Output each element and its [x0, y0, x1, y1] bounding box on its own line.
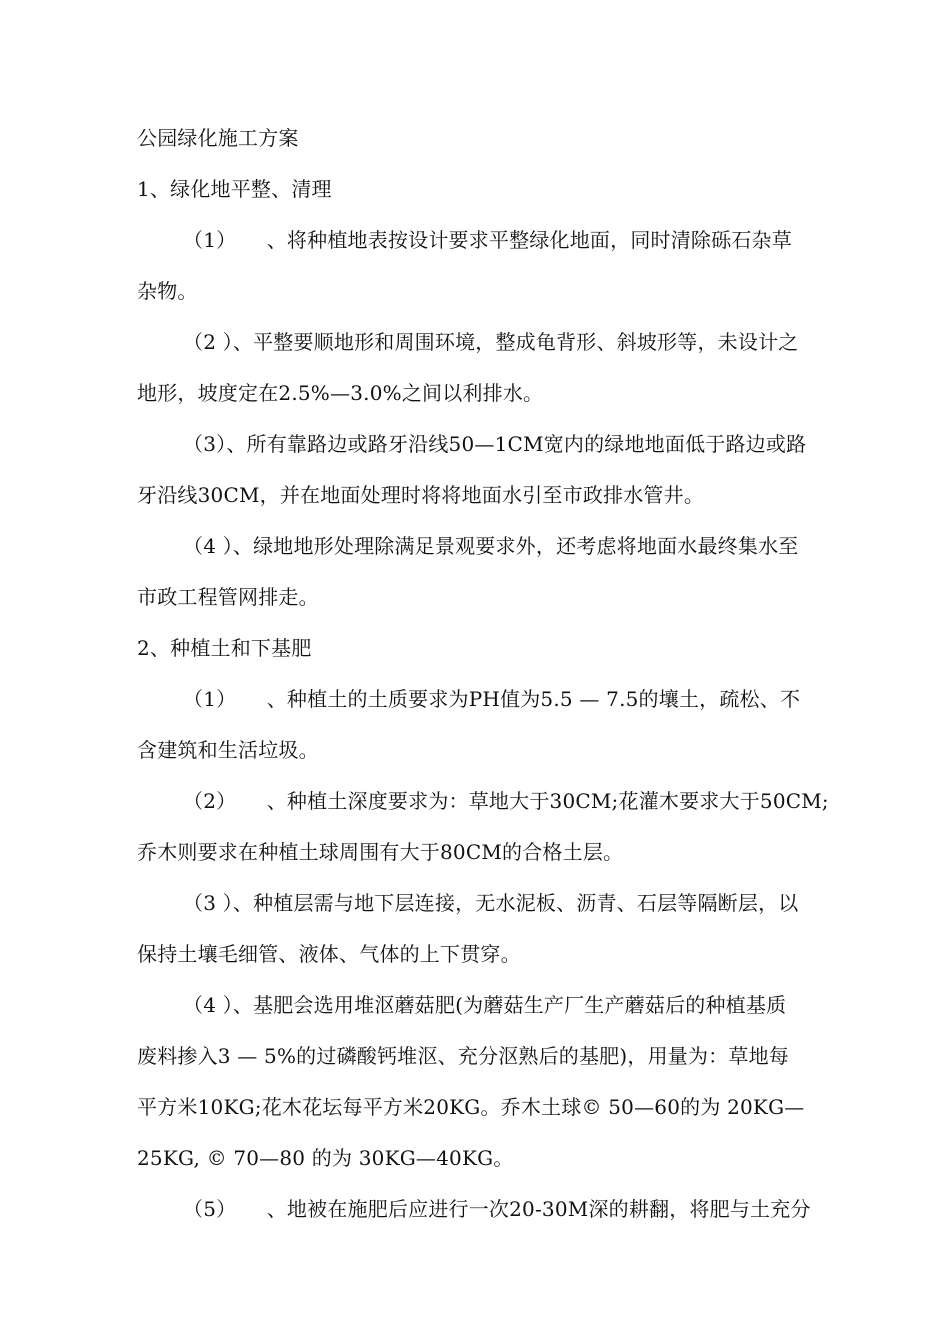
- document-title: 公园绿化施工方案: [137, 126, 299, 150]
- paragraph-line: 废料掺入3 — 5%的过磷酸钙堆沤、充分沤熟后的基肥)，用量为：草地每: [137, 1044, 789, 1068]
- paragraph: [137, 781, 827, 883]
- paragraph: [137, 526, 827, 628]
- paragraph-line: 保持土壤毛细管、液体、气体的上下贯穿。: [137, 942, 521, 966]
- section-heading: 2、种植土和下基肥: [137, 636, 312, 660]
- paragraph-line: （4 ）、基肥会选用堆沤蘑菇肥(为蘑菇生产厂生产蘑菇后的种植基质: [183, 993, 787, 1017]
- paragraph-line: （3）、所有靠路边或路牙沿线50—1CM宽内的绿地地面低于路边或路: [183, 432, 807, 456]
- paragraph-line: （3 ）、种植层需与地下层连接，无水泥板、沥青、石层等隔断层，以: [183, 891, 799, 915]
- paragraph: [137, 883, 827, 985]
- paragraph: [137, 985, 827, 1189]
- paragraph: [137, 679, 827, 781]
- paragraph: [137, 220, 827, 322]
- paragraph-line: 牙沿线30CM，并在地面处理时将将地面水引至市政排水管井。: [137, 483, 705, 507]
- paragraph-line: （4 ）、绿地地形处理除满足景观要求外，还考虑将地面水最终集水至: [183, 534, 799, 558]
- document-body: [137, 118, 827, 1240]
- paragraph: [137, 322, 827, 424]
- paragraph-line: 乔木则要求在种植土球周围有大于80CM的合格土层。: [137, 840, 624, 864]
- paragraph-line: 市政工程管网排走。: [137, 585, 319, 609]
- paragraph-line: （2） 、种植土深度要求为：草地大于30CM;花灌木要求大于50CM;: [183, 789, 829, 813]
- paragraph-line: 25KG, © 70—80 的为 30KG—40KG。: [137, 1146, 514, 1170]
- paragraph-line: （1） 、将种植地表按设计要求平整绿化地面，同时清除砾石杂草: [183, 228, 792, 252]
- paragraph-line: 平方米10KG;花木花坛每平方米20KG。乔木土球© 50—60的为 20KG—: [137, 1095, 805, 1119]
- paragraph-line: 地形，坡度定在2.5%—3.0%之间以利排水。: [137, 381, 544, 405]
- paragraph: [137, 1189, 827, 1240]
- paragraph: [137, 424, 827, 526]
- paragraph-line: （2 ）、平整要顺地形和周围环境，整成龟背形、斜坡形等，未设计之: [183, 330, 799, 354]
- paragraph-line: 杂物。: [137, 279, 198, 303]
- paragraph-line: （5） 、地被在施肥后应进行一次20-30M深的耕翻，将肥与土充分: [183, 1197, 811, 1221]
- section-heading: 1、绿化地平整、清理: [137, 177, 332, 201]
- paragraph-line: 含建筑和生活垃圾。: [137, 738, 319, 762]
- paragraph-line: （1） 、种植土的土质要求为PH值为5.5 — 7.5的壤土，疏松、不: [183, 687, 801, 711]
